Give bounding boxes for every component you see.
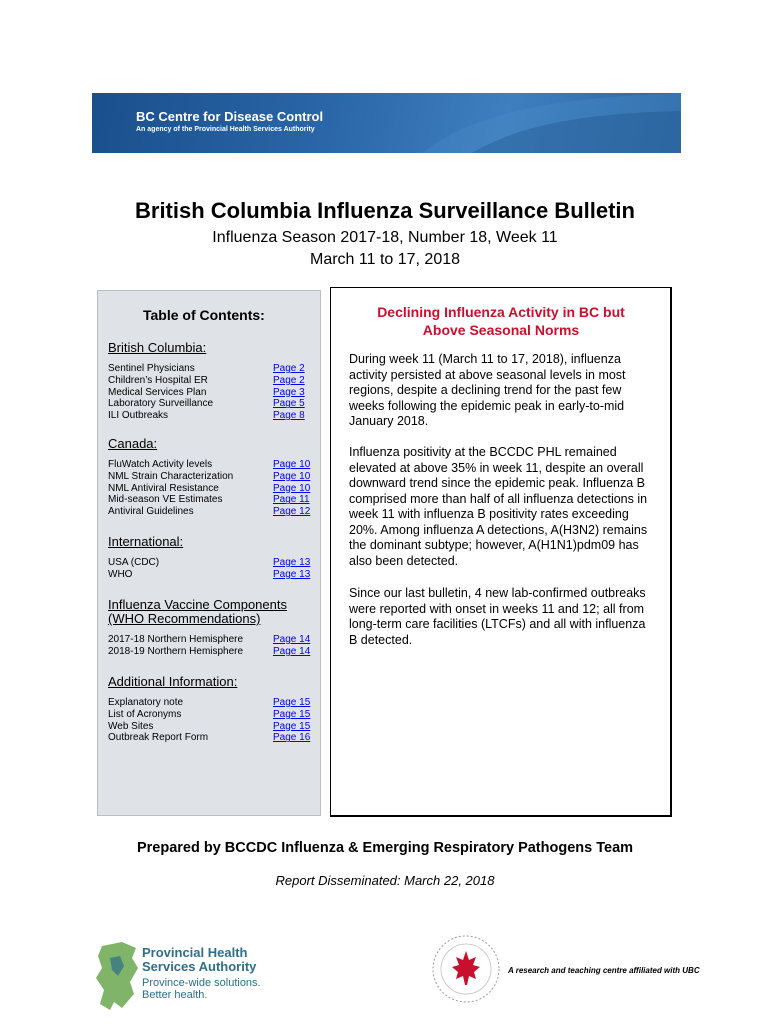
toc-page-link[interactable]: Page 10 <box>273 482 311 494</box>
toc-item-label: Antiviral Guidelines <box>108 506 194 518</box>
toc-item-label: WHO <box>108 568 133 580</box>
toc-item[interactable] <box>108 506 313 518</box>
toc-item-label: Medical Services Plan <box>108 386 207 398</box>
toc-item-label: Children’s Hospital ER <box>108 374 208 386</box>
disseminated-date: Report Disseminated: March 22, 2018 <box>275 873 495 888</box>
org-name: BC Centre for Disease Control <box>136 109 324 124</box>
toc-item[interactable] <box>108 459 313 471</box>
toc-section-title: British Columbia: <box>108 340 207 355</box>
toc-section-title: Influenza Vaccine Components <box>108 597 287 612</box>
toc-item[interactable] <box>108 646 313 658</box>
phsa-tagline-line1: Province-wide solutions. <box>142 977 261 989</box>
toc-section-title-line2: (WHO Recommendations) <box>108 611 261 626</box>
toc-section-title: International: <box>108 534 184 549</box>
summary-paragraph: During week 11 (March 11 to 17, 2018), influenza activity persisted at above seasonal levels in most regions, despite a declining trend for the past few weeks following the epidemic peak in early-to-mid January 2018. <box>349 352 626 428</box>
bccdc-banner <box>92 93 681 153</box>
toc-section-title: Canada: <box>108 436 158 451</box>
toc-item-label: ILI Outbreaks <box>108 410 169 422</box>
toc-item[interactable] <box>108 557 313 569</box>
toc-section-international <box>108 535 313 581</box>
toc-section-canada <box>108 437 313 518</box>
toc-item-label: Mid-season VE Estimates <box>108 494 223 506</box>
toc-item[interactable] <box>108 363 313 375</box>
toc-page-link[interactable]: Page 15 <box>273 697 311 708</box>
toc-item[interactable] <box>108 375 313 387</box>
toc-section-title: Additional Information: <box>108 674 238 689</box>
toc-item-label: 2017-18 Northern Hemisphere <box>108 634 244 645</box>
table-of-contents <box>97 290 321 816</box>
toc-item[interactable] <box>108 387 313 399</box>
toc-page-link[interactable]: Page 12 <box>273 506 311 518</box>
toc-item-label: Outbreak Report Form <box>108 732 209 744</box>
summary-paragraph: Influenza positivity at the BCCDC PHL remained elevated at above 35% in week 11, despite an overall downward trend since the epidemic peak. Influenza B comprised more than half of all influenza detections in week 11 with influenza B positivity rates exceeding 20%. Among influenza A detections, A(H3N2) remains the dominant subtype; however, A(H1N1)pdm09 has also been detected. <box>349 445 648 568</box>
toc-item[interactable] <box>108 634 313 646</box>
toc-item-label: Laboratory Surveillance <box>108 398 214 410</box>
summary-box <box>330 287 672 817</box>
phsa-tagline-line2: Better health. <box>142 989 208 1001</box>
toc-page-link[interactable]: Page 8 <box>273 410 305 422</box>
phsa-name-line1: Provincial Health <box>142 945 248 960</box>
summary-title-line1: Declining Influenza Activity in BC but <box>377 304 625 320</box>
toc-item-label: NML Antiviral Resistance <box>108 482 219 494</box>
toc-item-label: 2018-19 Northern Hemisphere <box>108 645 244 657</box>
accreditation-seal-icon <box>430 933 502 1005</box>
toc-item-label: NML Strain Characterization <box>108 470 234 482</box>
toc-item[interactable] <box>108 471 313 483</box>
toc-page-link[interactable]: Page 15 <box>273 708 311 720</box>
toc-item[interactable] <box>108 709 313 721</box>
phsa-logo <box>92 938 272 1018</box>
toc-section-vaccine <box>108 598 313 658</box>
toc-page-link[interactable]: Page 14 <box>273 645 311 657</box>
toc-page-link[interactable]: Page 16 <box>273 732 311 744</box>
toc-page-link[interactable]: Page 13 <box>273 568 311 580</box>
toc-page-link[interactable]: Page 2 <box>273 374 305 386</box>
season-subtitle: Influenza Season 2017-18, Number 18, Week 11 <box>212 229 558 246</box>
toc-item[interactable] <box>108 398 313 410</box>
toc-page-link[interactable]: Page 2 <box>273 363 305 374</box>
toc-item[interactable] <box>108 410 313 422</box>
summary-paragraph: Since our last bulletin, 4 new lab-confirmed outbreaks were reported with onset in weeks 11 and 12; all from long-term care facilities (LTCFs) and all with influenza B detected. <box>349 586 646 647</box>
bulletin-title: British Columbia Influenza Surveillance Bulletin <box>135 198 635 223</box>
toc-item[interactable] <box>108 721 313 733</box>
toc-page-link[interactable]: Page 3 <box>273 386 305 398</box>
toc-item[interactable] <box>108 697 313 709</box>
toc-page-link[interactable]: Page 13 <box>273 557 311 568</box>
toc-page-link[interactable]: Page 10 <box>273 470 311 482</box>
toc-item[interactable] <box>108 569 313 581</box>
bc-map-icon <box>92 938 140 1018</box>
phsa-name-line2: Services Authority <box>142 959 257 974</box>
toc-section-additional <box>108 675 313 744</box>
toc-item-label: USA (CDC) <box>108 557 160 568</box>
prepared-by: Prepared by BCCDC Influenza & Emerging Respiratory Pathogens Team <box>136 840 634 856</box>
toc-page-link[interactable]: Page 10 <box>273 459 311 470</box>
summary-title <box>331 303 671 339</box>
toc-item-label: List of Acronyms <box>108 708 182 720</box>
date-range: March 11 to 17, 2018 <box>309 251 461 268</box>
toc-page-link[interactable]: Page 11 <box>273 494 310 506</box>
toc-item-label: Sentinel Physicians <box>108 363 195 374</box>
toc-page-link[interactable]: Page 5 <box>273 398 305 410</box>
toc-item[interactable] <box>108 494 313 506</box>
org-subtitle: An agency of the Provincial Health Services Authority <box>136 126 315 133</box>
summary-title-line2: Above Seasonal Norms <box>422 322 580 338</box>
toc-page-link[interactable]: Page 15 <box>273 720 311 732</box>
toc-page-link[interactable]: Page 14 <box>273 634 311 645</box>
ubc-affiliation: A research and teaching centre affiliated with UBC <box>508 966 700 975</box>
toc-item-label: FluWatch Activity levels <box>108 459 213 470</box>
toc-item[interactable] <box>108 483 313 495</box>
toc-section-bc <box>108 341 313 422</box>
toc-item[interactable] <box>108 732 313 744</box>
toc-item-label: Explanatory note <box>108 697 184 708</box>
toc-item-label: Web Sites <box>108 720 154 732</box>
toc-heading: Table of Contents: <box>143 307 265 323</box>
